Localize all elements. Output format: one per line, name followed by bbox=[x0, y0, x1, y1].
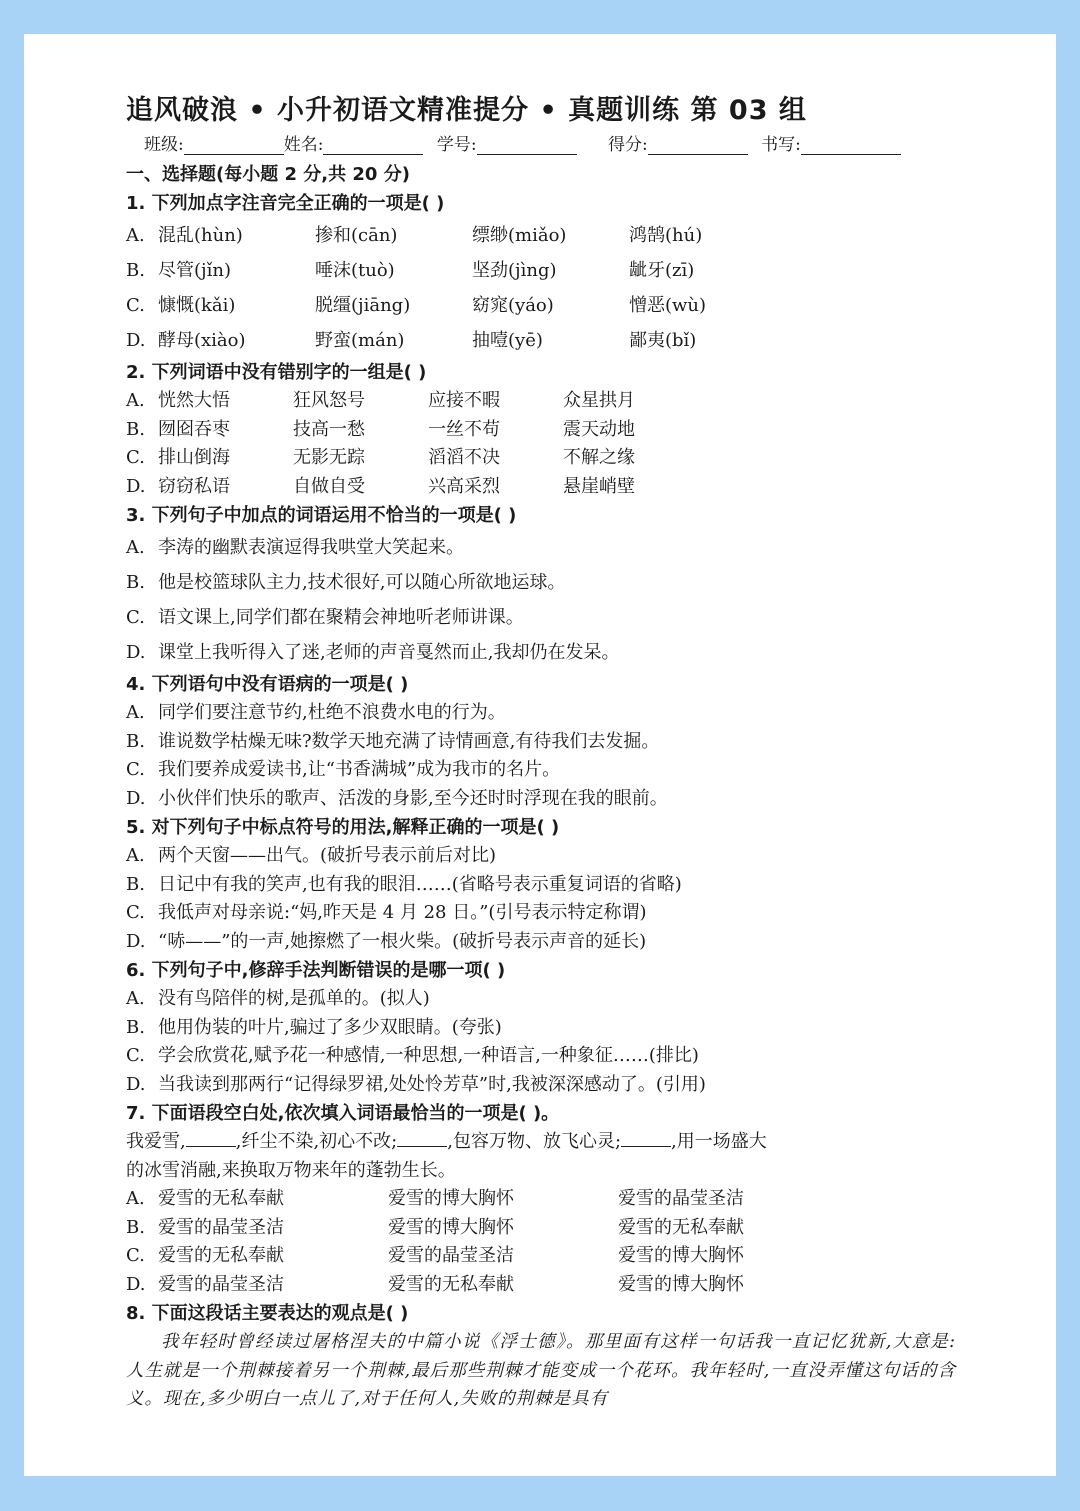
option-item: 爱雪的无私奉献 bbox=[388, 1273, 514, 1295]
option-item: 鸿鹄(hú) bbox=[629, 225, 703, 246]
q3-option-a[interactable] bbox=[126, 530, 956, 565]
option-item: 憎恶(wù) bbox=[629, 295, 707, 316]
option-letter: B. bbox=[126, 572, 145, 593]
worksheet-content bbox=[126, 92, 956, 1414]
q4-option-d[interactable] bbox=[126, 785, 956, 814]
option-item: 爱雪的博大胸怀 bbox=[618, 1245, 744, 1266]
option-item: 唾沫(tuò) bbox=[315, 260, 395, 281]
handwriting-field[interactable] bbox=[801, 136, 901, 155]
option-item: 掺和(cān) bbox=[315, 225, 398, 246]
handwriting-label: 书写: bbox=[761, 135, 801, 155]
option-letter: C. bbox=[126, 607, 145, 628]
option-item: 尽管(jǐn) bbox=[158, 260, 231, 281]
option-item: 窃窃私语 bbox=[158, 475, 230, 497]
q7-passage bbox=[126, 1128, 956, 1185]
option-item: 狂风怒号 bbox=[293, 390, 365, 411]
q3-option-c[interactable] bbox=[126, 600, 956, 635]
option-item: 爱雪的晶莹圣洁 bbox=[388, 1245, 514, 1266]
question-4-stem: 4. 下列语句中没有语病的一项是( ) bbox=[126, 674, 409, 695]
option-text: 当我读到那两行“记得绿罗裙,处处怜芳草”时,我被深深感动了。(引用) bbox=[158, 1073, 706, 1095]
option-item: 滔滔不决 bbox=[428, 447, 500, 468]
option-item: 应接不暇 bbox=[428, 390, 500, 411]
q4-option-c[interactable] bbox=[126, 756, 956, 785]
option-item: 无影无踪 bbox=[293, 447, 365, 468]
student-id-field[interactable] bbox=[477, 136, 577, 155]
option-letter: A. bbox=[126, 1188, 145, 1209]
passage-text: 的冰雪消融,来换取万物来年的蓬勃生长。 bbox=[126, 1159, 456, 1181]
q2-option-c[interactable] bbox=[126, 444, 956, 473]
option-item: 兴高采烈 bbox=[428, 475, 500, 497]
option-item: 震天动地 bbox=[563, 418, 635, 440]
option-item: 抽噎(yē) bbox=[472, 330, 543, 351]
option-text: 他用伪装的叶片,骗过了多少双眼睛。(夸张) bbox=[158, 1016, 502, 1038]
q5-option-c[interactable] bbox=[126, 899, 956, 928]
passage-text: ,纤尘不染,初心不改; bbox=[235, 1131, 398, 1152]
option-item: 爱雪的博大胸怀 bbox=[388, 1188, 514, 1209]
question-7-stem: 7. 下面语段空白处,依次填入词语最恰当的一项是( )。 bbox=[126, 1103, 560, 1124]
option-letter: C. bbox=[126, 1045, 145, 1066]
question-3-stem: 3. 下列句子中加点的词语运用不恰当的一项是( ) bbox=[126, 505, 517, 526]
option-letter: C. bbox=[126, 295, 145, 316]
option-text: 他是校篮球队主力,技术很好,可以随心所欲地运球。 bbox=[158, 572, 566, 593]
student-id-label: 学号: bbox=[436, 135, 477, 155]
option-letter: A. bbox=[126, 390, 145, 411]
q4-option-b[interactable] bbox=[126, 728, 956, 757]
option-item: 排山倒海 bbox=[158, 447, 230, 468]
option-text: 日记中有我的笑声,也有我的眼泪……(省略号表示重复词语的省略) bbox=[158, 873, 682, 895]
q1-option-b[interactable] bbox=[126, 253, 956, 288]
option-item: 爱雪的晶莹圣洁 bbox=[158, 1216, 284, 1238]
option-text: 李涛的幽默表演逗得我哄堂大笑起来。 bbox=[158, 537, 464, 558]
option-text: 小伙伴们快乐的歌声、活泼的身影,至今还时时浮现在我的眼前。 bbox=[158, 787, 668, 809]
option-letter: D. bbox=[126, 1273, 146, 1295]
q1-option-a[interactable] bbox=[126, 218, 956, 253]
name-field[interactable] bbox=[323, 136, 423, 155]
option-item: 爱雪的无私奉献 bbox=[158, 1188, 284, 1209]
option-item: 鄙夷(bǐ) bbox=[629, 330, 697, 351]
question-6-stem: 6. 下列句子中,修辞手法判断错误的是哪一项( ) bbox=[126, 960, 506, 981]
option-letter: D. bbox=[126, 1073, 146, 1095]
score-field[interactable] bbox=[648, 136, 748, 155]
q5-option-d[interactable] bbox=[126, 928, 956, 957]
q6-option-b[interactable] bbox=[126, 1014, 956, 1043]
fill-blank[interactable] bbox=[397, 1128, 447, 1147]
q7-option-c[interactable] bbox=[126, 1242, 956, 1271]
q2-option-b[interactable] bbox=[126, 416, 956, 445]
option-text: 同学们要注意节约,杜绝不浪费水电的行为。 bbox=[158, 702, 506, 723]
option-letter: A. bbox=[126, 988, 145, 1009]
option-item: 囫囵吞枣 bbox=[158, 418, 230, 440]
option-letter: A. bbox=[126, 702, 145, 723]
option-item: 龇牙(zī) bbox=[629, 260, 695, 281]
option-letter: C. bbox=[126, 447, 145, 468]
option-item: 爱雪的晶莹圣洁 bbox=[618, 1188, 744, 1209]
q6-option-d[interactable] bbox=[126, 1071, 956, 1100]
question-5-stem: 5. 对下列句子中标点符号的用法,解释正确的一项是( ) bbox=[126, 817, 560, 838]
option-letter: D. bbox=[126, 930, 146, 952]
fill-blank[interactable] bbox=[621, 1128, 671, 1147]
option-item: 恍然大悟 bbox=[158, 390, 230, 411]
option-letter: B. bbox=[126, 260, 145, 281]
option-item: 众星拱月 bbox=[563, 390, 635, 411]
q3-option-b[interactable] bbox=[126, 565, 956, 600]
q5-option-a[interactable] bbox=[126, 842, 956, 871]
option-item: 酵母(xiào) bbox=[158, 330, 246, 351]
option-letter: A. bbox=[126, 845, 145, 866]
option-text: 两个天窗——出气。(破折号表示前后对比) bbox=[158, 845, 497, 866]
option-text: 语文课上,同学们都在聚精会神地听老师讲课。 bbox=[158, 607, 524, 628]
option-letter: C. bbox=[126, 1245, 145, 1266]
option-item: 自做自受 bbox=[293, 475, 365, 497]
option-letter: A. bbox=[126, 537, 145, 558]
option-item: 悬崖峭壁 bbox=[563, 475, 635, 497]
q3-option-d[interactable] bbox=[126, 635, 956, 670]
name-label: 姓名: bbox=[283, 135, 324, 155]
option-item: 混乱(hùn) bbox=[158, 225, 243, 246]
fill-blank[interactable] bbox=[186, 1128, 236, 1147]
option-text: 我低声对母亲说:“妈,昨天是 4 月 28 日。”(引号表示特定称谓) bbox=[158, 902, 647, 923]
question-2-stem: 2. 下列词语中没有错别字的一组是( ) bbox=[126, 362, 427, 383]
option-item: 爱雪的无私奉献 bbox=[618, 1216, 744, 1238]
q6-option-c[interactable] bbox=[126, 1042, 956, 1071]
option-text: 谁说数学枯燥无味?数学天地充满了诗情画意,有待我们去发掘。 bbox=[158, 730, 660, 752]
option-item: 一丝不苟 bbox=[428, 418, 500, 440]
option-item: 野蛮(mán) bbox=[315, 330, 405, 351]
page-title: 追风破浪 • 小升初语文精准提分 • 真题训练 第 03 组 bbox=[126, 95, 807, 126]
option-letter: D. bbox=[126, 475, 146, 497]
option-text: 没有鸟陪伴的树,是孤单的。(拟人) bbox=[158, 988, 430, 1009]
student-info-row bbox=[144, 130, 956, 160]
class-field[interactable] bbox=[184, 136, 284, 155]
option-text: 学会欣赏花,赋予花一种感情,一种思想,一种语言,一种象征……(排比) bbox=[158, 1045, 699, 1066]
option-item: 坚劲(jìng) bbox=[472, 260, 557, 281]
score-label: 得分: bbox=[608, 135, 648, 155]
q7-option-a[interactable] bbox=[126, 1185, 956, 1214]
q1-option-c[interactable] bbox=[126, 288, 956, 323]
option-letter: B. bbox=[126, 730, 145, 752]
option-letter: B. bbox=[126, 1216, 145, 1238]
option-letter: A. bbox=[126, 225, 145, 246]
option-item: 爱雪的博大胸怀 bbox=[388, 1216, 514, 1238]
option-letter: B. bbox=[126, 418, 145, 440]
q6-option-a[interactable] bbox=[126, 985, 956, 1014]
option-letter: B. bbox=[126, 873, 145, 895]
option-text: 我们要养成爱读书,让“书香满城”成为我市的名片。 bbox=[158, 759, 561, 780]
worksheet-page bbox=[24, 34, 1056, 1476]
q1-option-d[interactable] bbox=[126, 323, 956, 358]
class-label: 班级: bbox=[144, 135, 184, 155]
option-text: “哧——”的一声,她擦燃了一根火柴。(破折号表示声音的延长) bbox=[158, 930, 647, 952]
option-letter: C. bbox=[126, 902, 145, 923]
q2-option-a[interactable] bbox=[126, 387, 956, 416]
passage-text: ,包容万物、放飞心灵; bbox=[447, 1131, 622, 1152]
option-item: 缥缈(miǎo) bbox=[472, 225, 567, 246]
q7-option-d[interactable] bbox=[126, 1271, 956, 1300]
q8-passage: 我年轻时曾经读过屠格涅夫的中篇小说《浮士德》。那里面有这样一句话我一直记忆犹新,大意是:人生就是一个荆棘接着另一个荆棘,最后那些荆棘才能变成一个花环。我年轻时,一直没弄懂这句话的含义。现在,多少明白一点儿了,对于任何人,失败的荆棘是具有 bbox=[126, 1332, 956, 1409]
option-letter: D. bbox=[126, 787, 146, 809]
option-item: 脱缰(jiāng) bbox=[315, 295, 411, 316]
option-item: 爱雪的晶莹圣洁 bbox=[158, 1273, 284, 1295]
q5-option-b[interactable] bbox=[126, 871, 956, 900]
question-8-stem: 8. 下面这段话主要表达的观点是( ) bbox=[126, 1303, 409, 1324]
option-item: 技高一愁 bbox=[293, 418, 365, 440]
question-1-stem: 1. 下列加点字注音完全正确的一项是( ) bbox=[126, 193, 445, 214]
q2-option-d[interactable] bbox=[126, 473, 956, 502]
option-item: 爱雪的无私奉献 bbox=[158, 1245, 284, 1266]
q4-option-a[interactable] bbox=[126, 699, 956, 728]
option-letter: B. bbox=[126, 1016, 145, 1038]
option-item: 慷慨(kǎi) bbox=[158, 295, 236, 316]
option-letter: D. bbox=[126, 330, 146, 351]
option-item: 窈窕(yáo) bbox=[472, 295, 554, 316]
option-letter: D. bbox=[126, 642, 146, 663]
option-item: 不解之缘 bbox=[563, 447, 635, 468]
passage-text: 我爱雪, bbox=[126, 1131, 186, 1152]
passage-text: ,用一场盛大 bbox=[671, 1131, 767, 1152]
q7-option-b[interactable] bbox=[126, 1214, 956, 1243]
option-text: 课堂上我听得入了迷,老师的声音戛然而止,我却仍在发呆。 bbox=[158, 642, 620, 663]
section-heading: 一、选择题(每小题 2 分,共 20 分) bbox=[126, 164, 410, 185]
option-item: 爱雪的博大胸怀 bbox=[618, 1273, 744, 1295]
option-letter: C. bbox=[126, 759, 145, 780]
